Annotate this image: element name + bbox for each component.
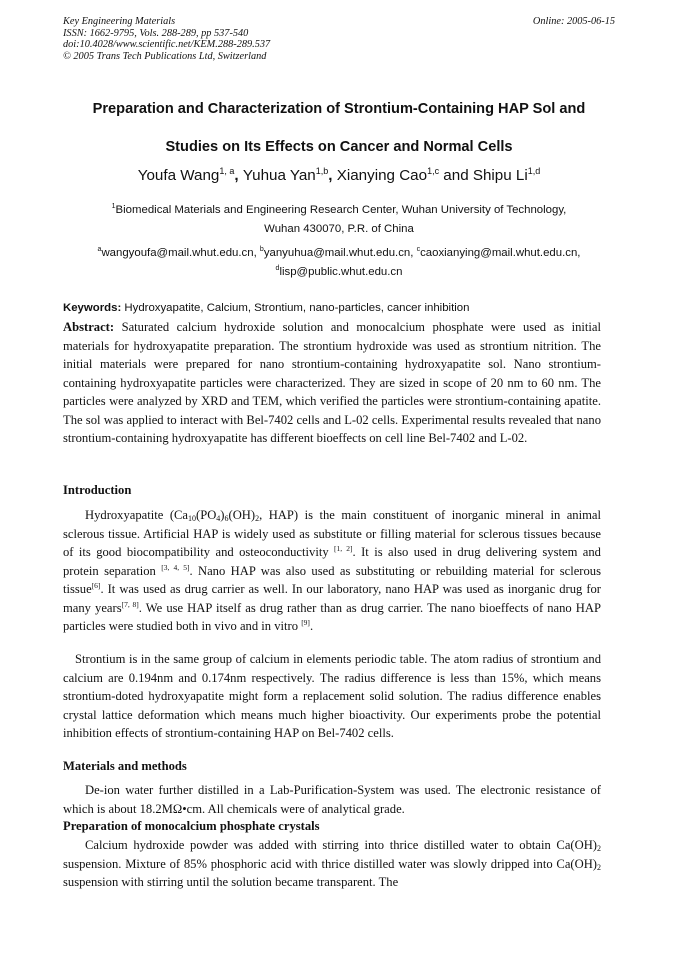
keywords-text: Hydroxyapatite, Calcium, Strontium, nano-particles, cancer inhibition — [121, 302, 470, 314]
author-separator: , — [234, 167, 243, 184]
introduction-paragraph-2 — [63, 650, 601, 743]
introduction-paragraph-1 — [63, 506, 601, 636]
author-emails — [40, 244, 638, 281]
email-sup: c — [416, 246, 421, 253]
affiliation-text-1: Biomedical Materials and Engineering Research Center, Wuhan University of Technology, — [115, 204, 567, 216]
email-c: caoxianying@mail.whut.edu.cn, — [420, 247, 581, 259]
email-a: wangyoufa@mail.whut.edu.cn, — [101, 247, 260, 259]
subsection-heading: Preparation of monocalcium phosphate crystals — [63, 819, 320, 833]
author-sup: 1,d — [527, 166, 541, 176]
text-run: ) — [220, 508, 225, 522]
subscript: 6 — [224, 514, 229, 523]
issn-line: ISSN: 1662-9795, Vols. 288-289, pp 537-540 — [63, 27, 249, 39]
methods-paragraph-2 — [63, 836, 601, 892]
citation: [3, 4, 5] — [161, 562, 190, 572]
text-run: . It was used as drug carrier as well. In our laboratory, nano HAP was used as inorganic drug for many years — [63, 582, 601, 615]
affiliation-line-2: Wuhan 430070, P.R. of China — [264, 222, 414, 235]
emails-line-1 — [40, 244, 638, 263]
title-line-1: Preparation and Characterization of Strontium-Containing HAP Sol and — [92, 101, 586, 117]
keywords-label: Keywords: — [63, 302, 122, 314]
author-name: Yuhua Yan — [242, 167, 316, 184]
affiliation-line-1 — [40, 201, 638, 220]
keywords — [63, 300, 615, 317]
text-run: Hydroxyapatite (Ca — [85, 508, 188, 522]
citation: [6] — [91, 581, 101, 590]
email-sup: a — [97, 246, 102, 253]
citation: [1, 2] — [334, 544, 353, 553]
title-line-2: Studies on Its Effects on Cancer and Normal Cells — [165, 139, 513, 155]
text-run: (OH) — [228, 508, 256, 522]
journal-name: Key Engineering Materials — [63, 16, 176, 27]
citation: [7, 8] — [121, 599, 139, 609]
author-name: Shipu Li — [472, 167, 528, 184]
text-run: . We use HAP itself as drug rather than as drug carrier. The nano bioeffects of nano HAP particles were studied both in vivo and in vitro — [63, 600, 601, 633]
paper-title — [40, 90, 638, 166]
running-header — [63, 16, 615, 62]
text-run: . Nano HAP was also used as substituting or rebuilding material for sclerous tissue — [63, 563, 601, 596]
author-sup: 1,b — [315, 166, 329, 176]
methods-paragraph-1 — [63, 781, 601, 818]
text-run: , HAP) is the main constituent of inorganic mineral in animal sclerous tissue. Artificial HAP is widely used as substitute or filling material for sclerous tissues because of its good biocompatibility and osteoconductivity — [63, 508, 601, 559]
text-run: . It is also used in drug delivering system and protein separation — [63, 545, 601, 578]
section-heading-introduction: Introduction — [63, 483, 132, 497]
text-run: (PO — [196, 508, 217, 522]
citation: [9] — [301, 618, 310, 627]
author-name: Youfa Wang — [137, 167, 220, 184]
affiliation — [40, 201, 638, 238]
copyright-line: © 2005 Trans Tech Publications Ltd, Switzerland — [63, 50, 267, 62]
email-sup: d — [275, 264, 280, 272]
abstract-text: Saturated calcium hydroxide solution and monocalcium phosphate were used as initial materials for hydroxyapatite preparation. The strontium hydroxide was used as strontium nitrition. The initial materials were prepared for nano strontium-containing hydroxyapatite sol. Nano strontium-containing hydroxyapatite particles were characterized. They are sized in scope of 20 nm to 60 nm. The particles were analyzed by XRD and TEM, which verified the particles were strontium-containing apatite. The sol was applied to interact with Bel-7402 cells and L-02 cells. Experimental results revealed that nano strontium-containing hydroxyapatite has different bioeffects on cell line Bel-7402 and L-02. — [63, 320, 601, 445]
text-run: Calcium hydroxide powder was added with stirring into thrice distilled water to obtain Ca(OH) — [85, 838, 597, 852]
subscript: 2 — [597, 844, 601, 853]
subscript: 2 — [255, 514, 260, 523]
author-separator: and — [439, 167, 473, 184]
author-sup: 1, a — [219, 166, 235, 176]
text-run: suspension. Mixture of 85% phosphoric acid with thrice distilled water was slowly dripped into Ca(OH) — [63, 856, 597, 871]
doi-line: doi:10.4028/www.scientific.net/KEM.288-289.537 — [63, 39, 271, 51]
abstract-label: Abstract: — [63, 320, 115, 334]
subscript: 10 — [188, 514, 196, 523]
author-sup: 1,c — [427, 166, 440, 176]
paragraph-text: De-ion water further distilled in a Lab-Purification-System was used. The electronic resistance of which is about 18.2MΩ•cm. All chemicals were of analytical grade. — [63, 783, 601, 816]
section-heading-methods: Materials and methods — [63, 759, 187, 773]
subscript: 2 — [597, 862, 601, 872]
author-name: Xianying Cao — [336, 167, 428, 184]
emails-line-2 — [40, 263, 638, 282]
paragraph-text: Strontium is in the same group of calcium in elements periodic table. The atom radius of strontium and calcium are 0.194nm and 0.174nm respectively. The radius difference is less than 15%, which means strontium-doted hydroxyapatite might form a replacement solid solution. The radius difference enables crystal lattice deformation which means much higher bioactivity. Our experiments probe the potential inhibition effects of strontium-containing HAP on Bel-7402 cells. — [63, 652, 601, 740]
text-run: . — [309, 619, 314, 633]
text-run: suspension with stirring until the solution became transparent. The — [63, 875, 399, 889]
email-b: yanyuhua@mail.whut.edu.cn, — [263, 247, 417, 259]
online-date: Online: 2005-06-15 — [532, 16, 615, 27]
subscript: 4 — [216, 514, 221, 523]
affiliation-sup: 1 — [111, 203, 116, 210]
email-d: lisp@public.whut.edu.cn — [279, 265, 403, 278]
email-sup: b — [259, 246, 264, 253]
author-separator: , — [328, 167, 337, 184]
author-list — [40, 166, 638, 186]
abstract — [63, 318, 601, 448]
